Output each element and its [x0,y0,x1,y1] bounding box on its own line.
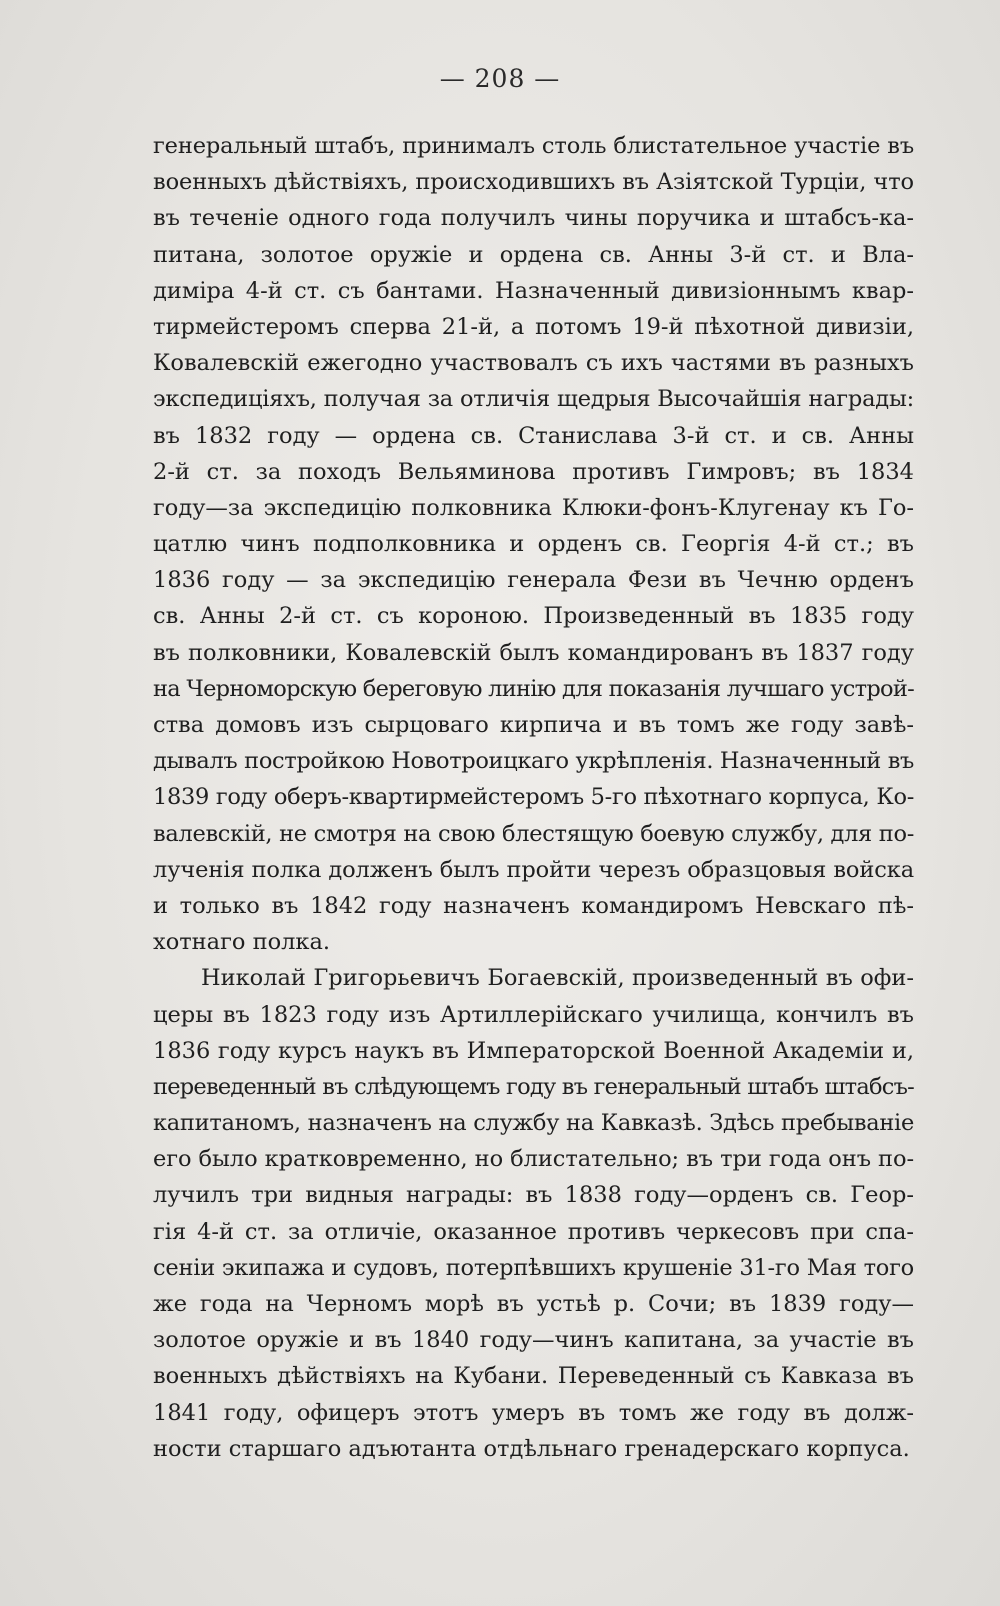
text-line: 1836 году курсъ наукъ въ Императорской Военной Академіи и, [153,1037,914,1064]
text-line: въ полковники, Ковалевскій былъ командированъ въ 1837 году [153,639,914,666]
text-line: питана, золотое оружіе и ордена св. Анны 3-й ст. и Вла- [153,241,914,268]
text-line: же года на Черномъ морѣ въ устьѣ р. Сочи; въ 1839 году— [153,1291,914,1317]
text-line: 2-й ст. за походъ Вельяминова противъ Гимровъ; въ 1834 [153,458,914,485]
body-text [153,128,914,1467]
paragraph-2 [153,960,914,1467]
text-line: лучилъ три видныя награды: въ 1838 году—орденъ св. Геор- [153,1182,914,1209]
text-line: Николай Григорьевичъ Богаевскій, произведенный въ офи- [201,965,914,992]
text-line: его было кратковременно, но блистательно; въ три года онъ по- [153,1146,915,1173]
text-line: капитаномъ, назначенъ на службу на Кавказѣ. Здѣсь пребываніе [153,1110,914,1137]
text-line: валевскій, не смотря на свою блестящую боевую службу, для по- [153,820,915,847]
text-line: тирмейстеромъ сперва 21-й, а потомъ 19-й пѣхотной дивизіи, [153,313,914,340]
text-line: 1841 году, офицеръ этотъ умеръ въ томъ же году въ долж- [153,1399,914,1426]
page-number: — 208 — [439,64,561,93]
text-line: хотнаго полка. [153,929,331,956]
text-line: Ковалевскій ежегодно участвовалъ съ ихъ частями въ разныхъ [153,350,914,377]
text-line: диміра 4-й ст. съ бантами. Назначенный дивизіоннымъ квар- [153,277,914,304]
text-line: ности старшаго адъютанта отдѣльнаго гренадерскаго корпуса. [153,1435,910,1462]
text-line: 1839 году оберъ-квартирмейстеромъ 5-го пѣхотнаго корпуса, Ко- [153,784,914,811]
text-line: въ теченіе одного года получилъ чины поручика и штабсъ-ка- [153,205,914,232]
text-line: церы въ 1823 году изъ Артиллерійскаго училища, кончилъ въ [153,1001,914,1028]
text-line: золотое оружіе и въ 1840 году—чинъ капитана, за участіе въ [153,1327,914,1354]
text-line: генеральный штабъ, принималъ столь блистательное участіе въ [153,133,915,159]
text-line: сеніи экипажа и судовъ, потерпѣвшихъ крушеніе 31-го Мая того [153,1254,914,1281]
paragraph-1 [153,128,914,960]
text-line: военныхъ дѣйствіяхъ, происходившихъ въ Азіятской Турціи, что [153,169,914,196]
text-line: на Черноморскую береговую линію для показанія лучшаго устрой- [153,675,914,702]
text-line: году—за экспедицію полковника Клюки-фонъ-Клугенау къ Го- [153,494,914,521]
text-line: въ 1832 году — ордена св. Станислава 3-й ст. и св. Анны [153,422,914,449]
text-line: и только въ 1842 году назначенъ командиромъ Невскаго пѣ- [153,892,914,919]
text-line: цатлю чинъ подполковника и орденъ св. Георгія 4-й ст.; въ [153,531,914,558]
text-line: св. Анны 2-й ст. съ короною. Произведенный въ 1835 году [153,603,914,630]
text-line: гія 4-й ст. за отличіе, оказанное противъ черкесовъ при спа- [153,1218,914,1245]
text-line: дывалъ постройкою Новотроицкаго укрѣпленія. Назначенный въ [153,748,914,775]
text-line: ства домовъ изъ сырцоваго кирпича и въ томъ же году завѣ- [153,712,914,738]
text-line: военныхъ дѣйствіяхъ на Кубани. Переведенный съ Кавказа въ [153,1363,914,1390]
text-line: экспедиціяхъ, получая за отличія щедрыя Высочайшія награды: [153,386,915,413]
text-line: 1836 году — за экспедицію генерала Фези въ Чечню орденъ [153,567,914,594]
text-line: лученія полка долженъ былъ пройти черезъ образцовыя войска [153,856,915,883]
text-line: переведенный въ слѣдующемъ году въ генеральный штабъ штабсъ- [153,1073,914,1100]
